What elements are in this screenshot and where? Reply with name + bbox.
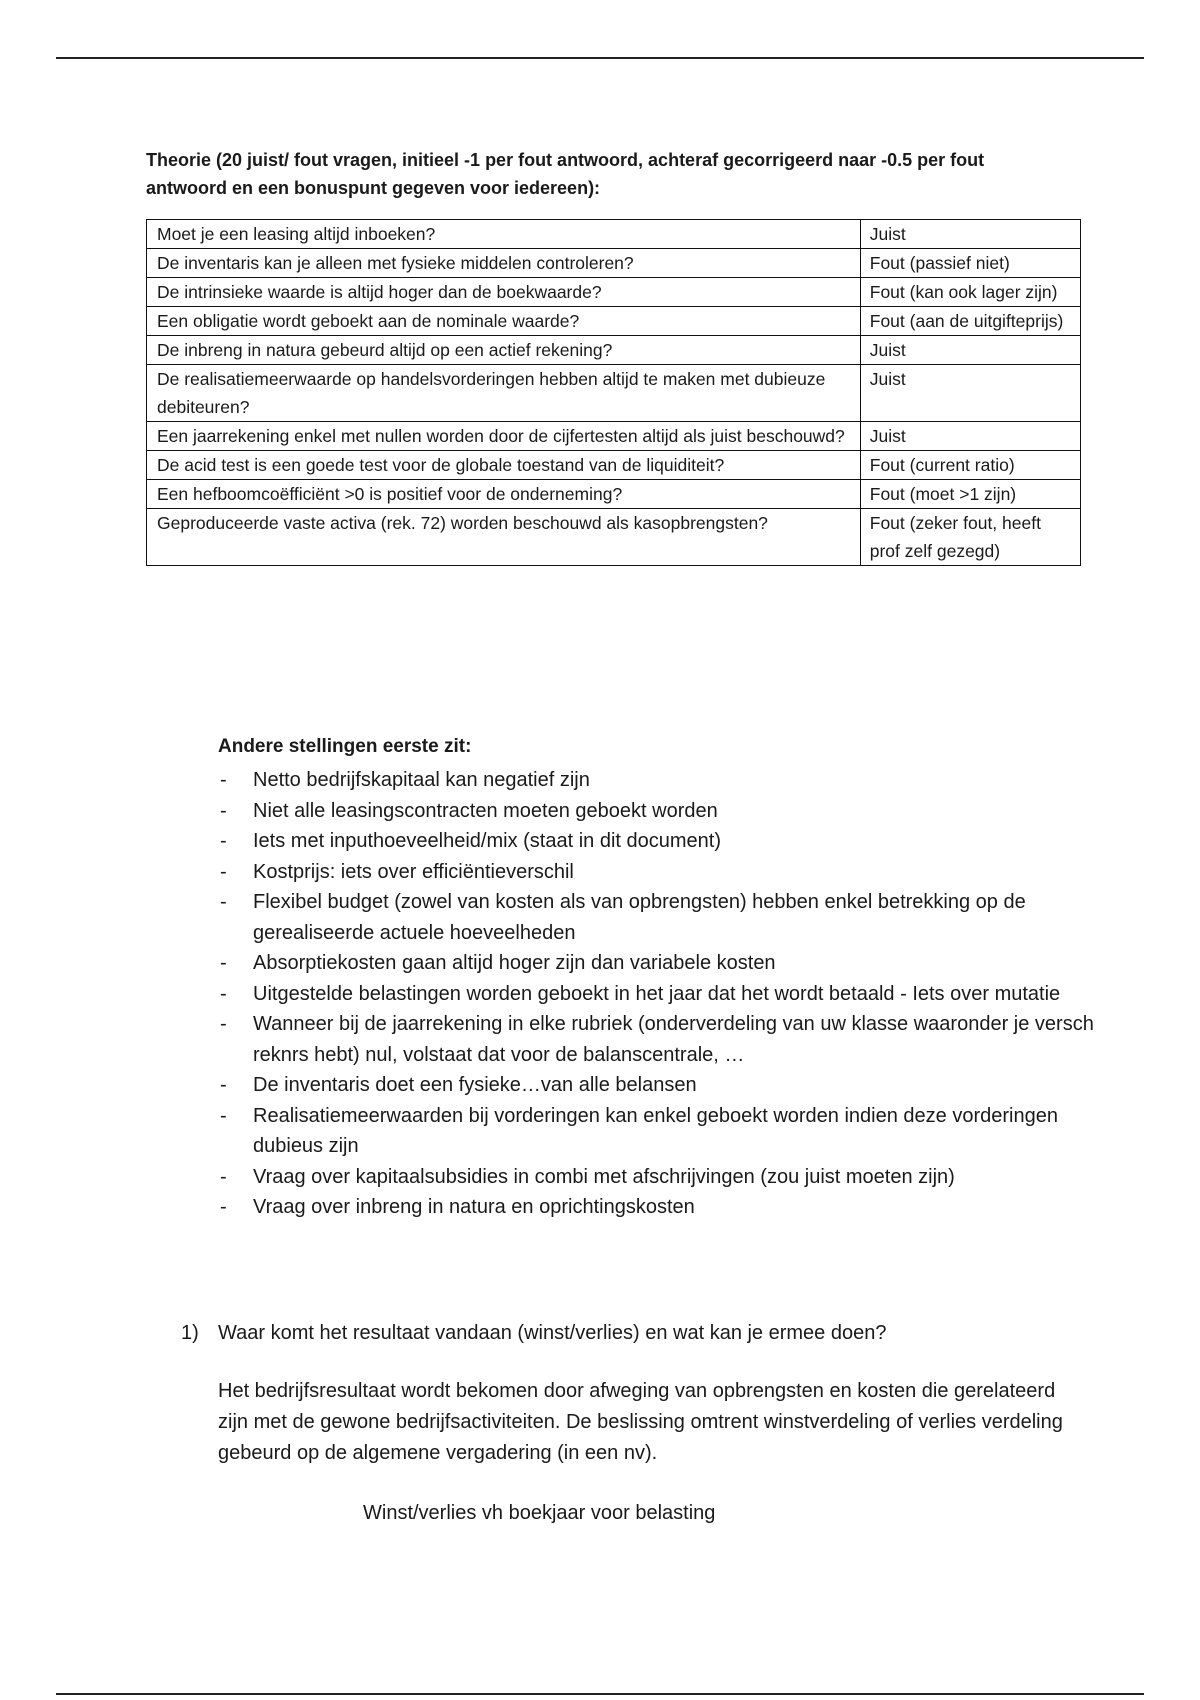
true-false-table bbox=[146, 219, 1081, 566]
other-statements-list bbox=[218, 765, 1098, 1223]
question-cell: Geproduceerde vaste activa (rek. 72) worden beschouwd als kasopbrengsten? bbox=[147, 509, 861, 566]
answer-cell: Fout (zeker fout, heeft prof zelf gezegd) bbox=[860, 509, 1080, 566]
answer-cell: Fout (passief niet) bbox=[860, 249, 1080, 278]
list-item: - Absorptiekosten gaan altijd hoger zijn dan variabele kosten bbox=[218, 948, 1098, 979]
header-rule bbox=[56, 57, 1144, 59]
answer-cell: Fout (current ratio) bbox=[860, 451, 1080, 480]
answer-cell: Fout (moet >1 zijn) bbox=[860, 480, 1080, 509]
table-row bbox=[147, 451, 1081, 480]
table-row bbox=[147, 278, 1081, 307]
list-item: - Wanneer bij de jaarrekening in elke rubriek (onderverdeling van uw klasse waaronder je versch reknrs hebt) nul, volstaat dat voor de balanscentrale, … bbox=[218, 1009, 1098, 1070]
table-row bbox=[147, 480, 1081, 509]
answer-cell: Juist bbox=[860, 422, 1080, 451]
question-cell: De inventaris kan je alleen met fysieke middelen controleren? bbox=[147, 249, 861, 278]
table-row bbox=[147, 422, 1081, 451]
question-1 bbox=[181, 1318, 1081, 1348]
list-item: - Iets met inputhoeveelheid/mix (staat in dit document) bbox=[218, 826, 1098, 857]
question-cell: Een jaarrekening enkel met nullen worden door de cijfertesten altijd als juist beschouwd? bbox=[147, 422, 861, 451]
list-item: - Netto bedrijfskapitaal kan negatief zijn bbox=[218, 765, 1098, 796]
question-cell: De realisatiemeerwaarde op handelsvorderingen hebben altijd te maken met dubieuze debiteuren? bbox=[147, 365, 861, 422]
list-item: - Uitgestelde belastingen worden geboekt in het jaar dat het wordt betaald - Iets over mutatie bbox=[218, 979, 1098, 1010]
table-row bbox=[147, 249, 1081, 278]
list-item: - Niet alle leasingscontracten moeten geboekt worden bbox=[218, 796, 1098, 827]
answer-cell: Fout (aan de uitgifteprijs) bbox=[860, 307, 1080, 336]
question-cell: De intrinsieke waarde is altijd hoger dan de boekwaarde? bbox=[147, 278, 861, 307]
question-cell: De inbreng in natura gebeurd altijd op een actief rekening? bbox=[147, 336, 861, 365]
theory-intro: Theorie (20 juist/ fout vragen, initieel -1 per fout antwoord, achteraf gecorrigeerd naar -0.5 per fout antwoord en een bonuspunt gegeven voor iedereen): bbox=[146, 150, 985, 198]
answer-cell: Juist bbox=[860, 336, 1080, 365]
list-item: - Flexibel budget (zowel van kosten als van opbrengsten) hebben enkel betrekking op de gerealiseerde actuele hoeveelheden bbox=[218, 887, 1098, 948]
table-row bbox=[147, 336, 1081, 365]
question-number: 1) bbox=[181, 1322, 199, 1344]
answer-cell: Fout (kan ook lager zijn) bbox=[860, 278, 1080, 307]
list-item: - Realisatiemeerwaarden bij vorderingen kan enkel geboekt worden indien deze vorderingen dubieus zijn bbox=[218, 1101, 1098, 1162]
question-cell: Een hefboomcoëfficiënt >0 is positief voor de onderneming? bbox=[147, 480, 861, 509]
result-caption: Winst/verlies vh boekjaar voor belasting bbox=[363, 1502, 716, 1524]
question-cell: Een obligatie wordt geboekt aan de nominale waarde? bbox=[147, 307, 861, 336]
table-row bbox=[147, 509, 1081, 566]
list-item: - Vraag over inbreng in natura en oprichtingskosten bbox=[218, 1192, 1098, 1223]
table-row bbox=[147, 220, 1081, 249]
list-item: - Kostprijs: iets over efficiëntieverschil bbox=[218, 857, 1098, 888]
other-statements-heading: Andere stellingen eerste zit: bbox=[218, 736, 472, 757]
question-text: Waar komt het resultaat vandaan (winst/verlies) en wat kan je ermee doen? bbox=[218, 1322, 887, 1344]
other-statements-section bbox=[218, 733, 1098, 1223]
question-cell: De acid test is een goede test voor de globale toestand van de liquiditeit? bbox=[147, 451, 861, 480]
answer-paragraph: Het bedrijfsresultaat wordt bekomen door afweging van opbrengsten en kosten die gerelateerd zijn met de gewone bedrijfsactiviteiten. De beslissing omtrent winstverdeling of verlies verdeling gebeurd op de algemene vergadering (in een nv). bbox=[218, 1380, 1063, 1464]
question-cell: Moet je een leasing altijd inboeken? bbox=[147, 220, 861, 249]
list-item: - Vraag over kapitaalsubsidies in combi met afschrijvingen (zou juist moeten zijn) bbox=[218, 1162, 1098, 1193]
table-row bbox=[147, 365, 1081, 422]
table-row bbox=[147, 307, 1081, 336]
answer-cell: Juist bbox=[860, 220, 1080, 249]
answer-cell: Juist bbox=[860, 365, 1080, 422]
footer-rule bbox=[56, 1693, 1144, 1695]
list-item: - De inventaris doet een fysieke…van alle belansen bbox=[218, 1070, 1098, 1101]
